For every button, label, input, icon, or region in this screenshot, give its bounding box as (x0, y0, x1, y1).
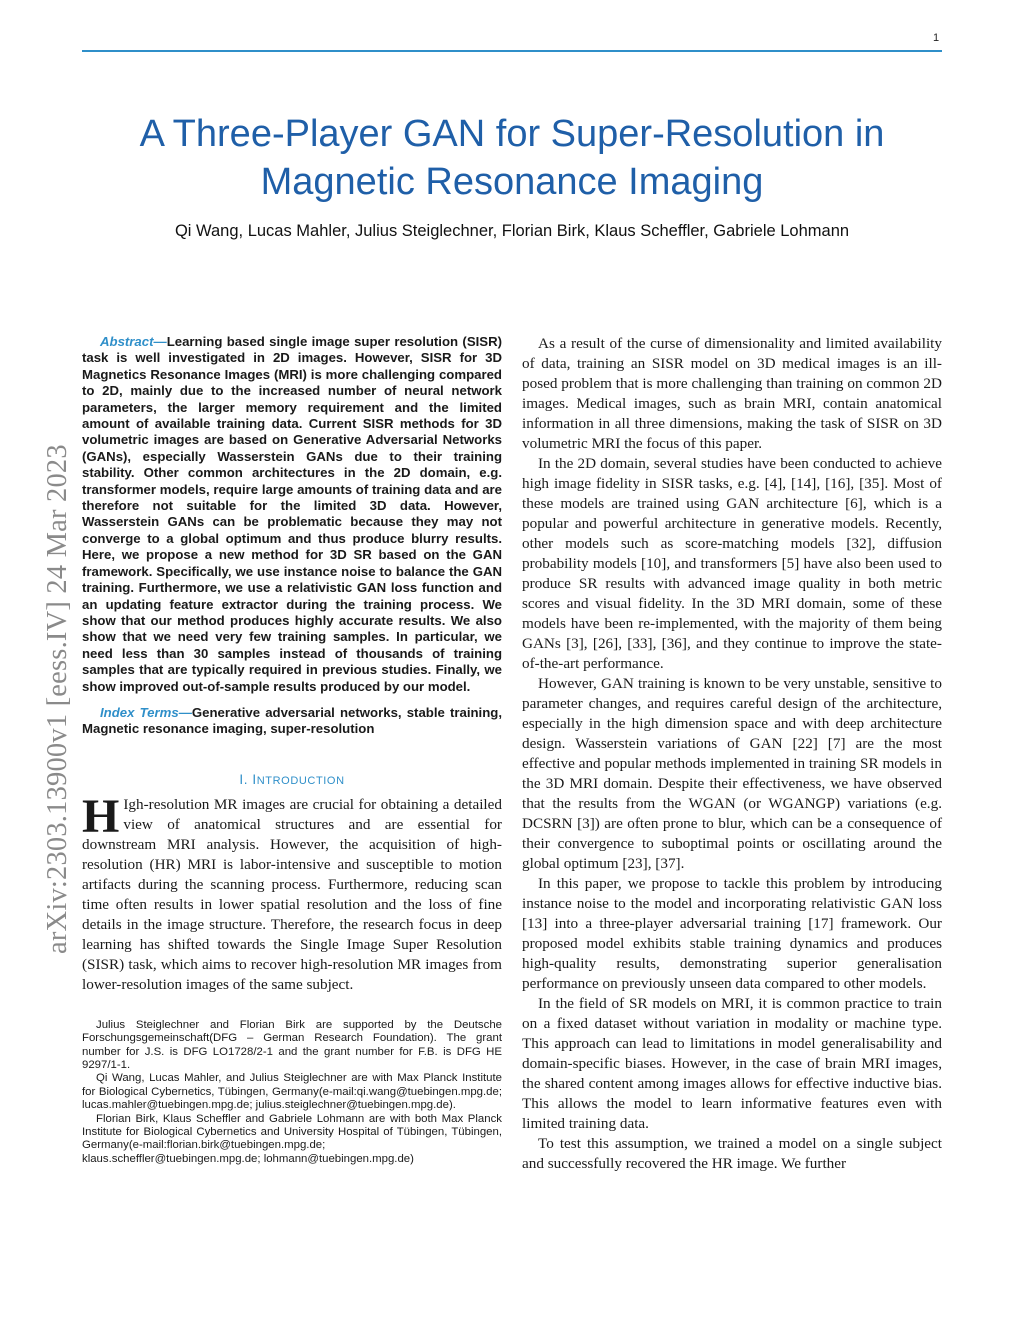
arxiv-identifier: arXiv:2303.13900v1 [eess.IV] 24 Mar 2023 (42, 444, 73, 954)
title-line-2: Magnetic Resonance Imaging (260, 161, 764, 203)
body-paragraph: However, GAN training is known to be very unstable, sensitive to parameter changes, and requires careful design of the architecture, especially in the high dimension space and with deep architecture design. Wasserstein variations of GAN [22] [7] are the most effective and popular methods implemented in training SR models in the 3D MRI domain. Despite their effectiveness, we have observed that the results from the WGAN (or WGANGP) variations (e.g. DCSRN [3]) are often prone to blur, which can be a consequence of their convergence to suboptimal points or oscillating around the global optimum [23], [37]. (522, 675, 942, 872)
paper-title (82, 110, 942, 206)
title-line-1: A Three-Player GAN for Super-Resolution in (139, 113, 885, 155)
body-paragraph: To test this assumption, we trained a model on a single subject and successfully recovered the HR image. We further (522, 1135, 942, 1172)
section-title-rest: NTRODUCTION (256, 774, 345, 787)
abstract-text: Learning based single image super resolution (SISR) task is well investigated in 2D images. However, SISR for 3D Magnetics Resonance Images (MRI) is more challenging compared to 2D, mainly due to the increased number of neural network parameters, the larger memory requirement and the limited amount of available training data. Current SISR methods for 3D volumetric images are based on Generative Adversarial Networks (GANs), especially Wasserstein GANs due to their training stability. Other common architectures in the 2D domain, e.g. transformer models, require large amounts of training data and are therefore not suitable for the limited 3D data. However, Wasserstein GANs can be problematic because they may not converge to a global optimum and thus produce blurry results. Here, we propose a new method for 3D SR based on the GAN framework. Specifically, we use instance noise to balance the GAN training. Furthermore, we use a relativistic GAN loss function and an updating feature extractor during the training process. We show that our method produces highly accurate results. We also show that we need very few training samples. In particular, we need less than 30 samples instead of thousands of training samples that are typically required in previous studies. Finally, we show improved out-of-sample results produced by our model. (82, 334, 502, 694)
footnote-funding: Julius Steiglechner and Florian Birk are supported by the Deutsche Forschungsgemeinschaft(DFG – German Research Foundation). The grant number for J.S. is DFG LO1728/2-1 and the grant number for F.B. is DFG HE 9297/1-1. (82, 1018, 502, 1071)
page-number: 1 (932, 32, 940, 44)
header-rule (82, 50, 942, 52)
abstract-label: Abstract (100, 334, 154, 349)
abstract (82, 334, 502, 695)
index-terms-text: Generative adversarial networks, stable training, Magnetic resonance imaging, super-resolution (82, 704, 502, 737)
body-paragraph: In this paper, we propose to tackle this problem by introducing instance noise to the model and incorporating relativistic GAN loss [13] into a three-player adversarial training [17] framework. Our proposed model exhibits stable training dynamics and produces high-quality results, demonstrating superior generalisation performance on previously unseen data compared to other models. (522, 875, 942, 992)
drop-cap: H (82, 789, 120, 843)
section-initial: I (252, 771, 257, 787)
footnote-affiliation-mpi: Qi Wang, Lucas Mahler, and Julius Steiglechner are with Max Planck Institute for Biological Cybernetics, Tübingen, Germany(e-mail:qi.wang@tuebingen.mpg.de; lucas.mahler@tuebingen.mpg.de; julius.steiglechner@tuebingen.mpg.de). (82, 1072, 502, 1112)
index-terms (82, 705, 502, 738)
footnote-affiliation-hospital: Florian Birk, Klaus Scheffler and Gabriele Lohmann are with both Max Planck Institute for Biological Cybernetics and University Hospital of Tübingen, Tübingen, Germany(e-mail:florian.birk@tuebingen.mpg.de; klaus.scheffler@tuebingen.mpg.de; lohmann@tuebingen.mpg.de) (82, 1112, 502, 1165)
abstract-dash: — (153, 334, 167, 349)
left-column (82, 334, 502, 1166)
footnotes (82, 1019, 502, 1166)
index-terms-label: Index Terms (100, 704, 179, 720)
intro-paragraph (82, 789, 502, 995)
intro-paragraph-text: Igh-resolution MR images are crucial for obtaining a detailed view of anatomical structures and are essential for downstream MRI analysis. However, the acquisition of high-resolution (HR) MRI is labor-intensive and susceptible to motion artifacts during the scanning process. Furthermore, reducing scan time often results in lower spatial resolution and the loss of fine details in the image structure. Therefore, the research focus in deep learning has shifted towards the Single Image Super Resolution (SISR) task, which aims to recover high-resolution MR images from lower-resolution images of the same subject. (82, 795, 502, 993)
section-heading-introduction (82, 772, 502, 787)
body-paragraph: In the 2D domain, several studies have been conducted to achieve high image fidelity in SISR tasks, e.g. [4], [14], [16], [35]. Most of these models are trained using GAN architecture [6], which is a popular and powerful architecture in generative models. Recently, other models such as score-matching models [32], diffusion probability models [10], and transformers [5] have also been used to produce SR results with advanced image quality in both metric scores and visual fidelity. In the 3D MRI domain, some of these models have been re-implemented, with the majority of them being GANs [3], [26], [33], [36], and they continue to improve the state-of-the-art performance. (522, 455, 942, 672)
body-paragraph: In the field of SR models on MRI, it is common practice to train on a fixed dataset without variation in modality or machine type. This approach can lead to limitations in model generalisability and domain-specific biases. However, in the case of brain MRI images, the shared content among images allows for effective inductive bias. This allows the model to learn informative features even with limited training data. (522, 995, 942, 1132)
author-list: Qi Wang, Lucas Mahler, Julius Steiglechner, Florian Birk, Klaus Scheffler, Gabriele Lohmann (174, 222, 850, 240)
section-numeral: I. (239, 771, 249, 787)
body-paragraph: As a result of the curse of dimensionality and limited availability of data, training an SISR model on 3D medical images is an ill-posed problem that is more challenging than training on common 2D images. Medical images, such as brain MRI, contain anatomical information in all three dimensions, making the task of SISR on 3D volumetric MRI the focus of this paper. (522, 335, 942, 452)
right-column (522, 334, 942, 1174)
index-terms-dash: — (178, 704, 192, 720)
